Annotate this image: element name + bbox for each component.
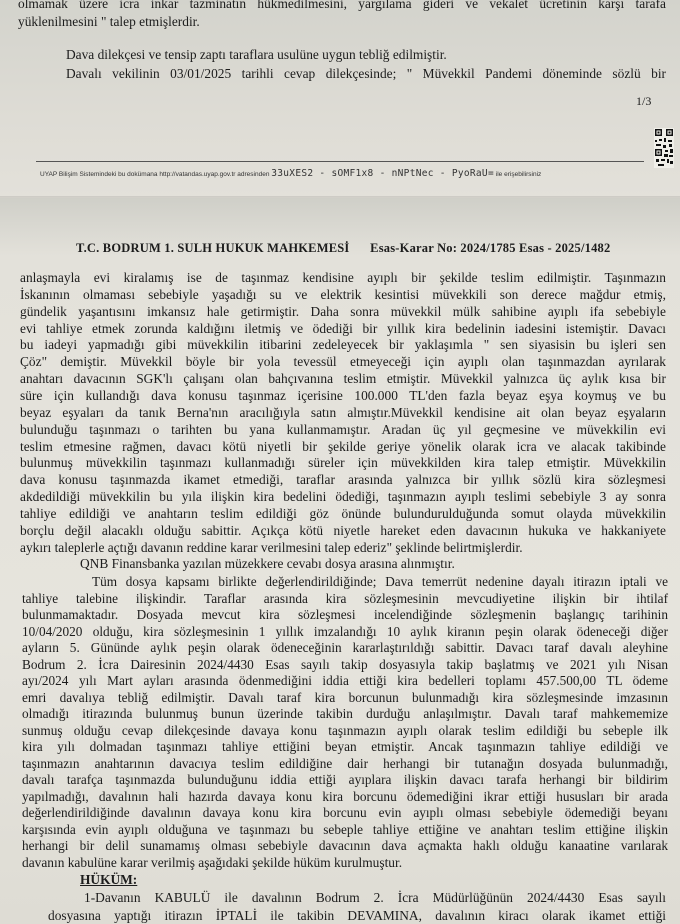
- para1-line: anlaşmayla evi kiralamış ise de taşınmaz kendisine ayıplı bir şekilde teslim edilmiştir. Taşınmazın: [20, 270, 666, 285]
- para1-line: teslim etmesine rağmen, davacı kötü niyetli bir şekilde geriye yönelik olarak icra ve alacak takibinde: [20, 438, 666, 454]
- judgment-line-1: 1-Davanın KABULÜ ile davalının Bodrum 2. İcra Müdürlüğünün 2024/4430 Esas sayılı: [84, 890, 666, 905]
- page1-line-2: yüklenilmesini " talep etmişlerdir.: [18, 14, 200, 29]
- para1-line: akdedildiği müvekkilin bu yıla ilişkin kira bedelini ödediği, taşınmazın ayıplı teslimi sebebiyle 3 ay sonra: [20, 489, 666, 505]
- para1-line: Çöz" demiştir. Müvekkil böyle bir yola tevessül etmeyeceği için ayıplı olan taşınmazdan ayrılarak: [20, 354, 666, 370]
- page2-header: [76, 240, 610, 256]
- para2-line: 10/04/2020 olduğu, kira sözleşmesinin 1 yıllık imzalandığı 10 aylık kiranın peşin olarak ödeneceği diğer: [22, 623, 668, 639]
- court-name: T.C. BODRUM 1. SULH HUKUK MAHKEMESİ: [76, 241, 350, 255]
- para2-line: taşınmazın anahtarının davacıya teslim edildiğine dair herhangi bir tutanağın dosyada bulunmadığı,: [22, 755, 668, 771]
- para2-line: tahliye talebine ilişkindir. Taraflar arasında kira sözleşmesinin mevcudiyetine ilişkin bir ihtilaf: [22, 590, 668, 606]
- para2-line: değerlendirildiğinde davalının davaya konu kira borcunu evin ayıplı olması sebebiyle ödemediği beyanı: [22, 805, 668, 820]
- case-number: Esas-Karar No: 2024/1785 Esas - 2025/1482: [370, 241, 611, 255]
- para2-line: Bodrum 2. İcra Dairesinin 2024/4430 Esas sayılı takip dosyasıyla takip başlatmış ve 2021 yılı Nisan: [22, 656, 668, 672]
- footer-prefix: UYAP Bilişim Sistemindeki bu dokümana http://vatandas.uyap.gov.tr adresinden: [40, 171, 270, 178]
- para1-line: gündelik yaşantısını imkansız hale getirmiştir. Daha sonra müvekkil mülk sahibine ayıplı ifa sebebiyle: [20, 303, 666, 319]
- para2-line: ayların 5. Gününde aylık peşin olarak ödeneceğinin kararlaştırıldığı sabittir. Davacı taraf davalı aleyhine: [22, 640, 668, 655]
- judgment-line-2: dosyasına yaptığı itirazın İPTALİ ile takibin DEVAMINA, davalının kiracı olarak ikamet ettiği: [48, 908, 666, 923]
- para1-line: süre için kullandığı dava konusu taşınmaz içerisine 100.000 TL'den fazla beyaz eşya koymuş ve bu: [20, 387, 666, 403]
- para1-line: dava konusu taşınmazda ikamet etmediği, taraflar arasında yalnızca bir yıllık sözlü kira sözleşmesi: [20, 472, 666, 488]
- footer-suffix: ile erişebilirsiniz: [495, 171, 542, 178]
- para2-line: emri davalıya tebliğ edilmiştir. Davalı taraf kira borcunun bulunmadığı kira sözleşmesinde imzasının: [22, 689, 668, 705]
- page1-line-4: Davalı vekilinin 03/01/2025 tarihli cevap dilekçesinde; " Müvekkil Pandemi döneminde sözlü bir: [66, 66, 666, 81]
- para2-line: ayı/2024 yılı Mart ayları arasında ödenmediğini iddia ettiği kira bedelleri toplamı 457.500,00 TL ödeme: [22, 673, 668, 688]
- para2-line: herhangi bir delil sunamamış olması sebebiyle davacının dava açmakta haklı olduğu kanaatine varılarak: [22, 838, 668, 853]
- uyap-footer-note: [40, 168, 541, 179]
- para2-line: davalı tarafça taşınmazda bulunduğunu iddia ettiği ayıplara ilişkin davacı tarafa herhangi bir bildirim: [22, 772, 668, 787]
- page1-line-3: Dava dilekçesi ve tensip zaptı taraflara usulüne uygun tebliğ edilmiştir.: [66, 47, 447, 62]
- qnb-note: QNB Finansbanka yazılan müzekkere cevabı dosya arasına alınmıştır.: [80, 556, 455, 571]
- para2-line: davanın kabulüne karar verilmiş aşağıdaki şekilde hüküm kurulmuştur.: [22, 854, 403, 870]
- footer-divider: [36, 161, 644, 162]
- para2-line: kira yılı dolmadan taşınmazı tahliye ettiğini beyan etmiştir. Ancak taşınmazın tahliye edildiği ve: [22, 739, 668, 754]
- para1-line: tahliye edildiği ve anahtarın teslim edildiği göz önünde bulundurulduğunda somut olayda müvekkilin: [20, 505, 666, 521]
- para1-line: bulunduğu taşınmazı o tarihten bu yana kullanmamıştır. Aradan üç yıl geçmesine ve müvekkilin evi: [20, 421, 666, 437]
- page1-line-1: olmamak üzere icra inkar tazminatın hükmedilmesini, yargılama gideri ve vekalet ücretinin karşı tarafa: [18, 0, 666, 11]
- para2-line: yapılmadığı, davalının hali hazırda davaya konu kira borcunu ödemediğini ikrar ettiği hususları bir arada: [22, 788, 668, 804]
- judgment-heading: HÜKÜM:: [80, 872, 138, 887]
- qr-code-icon: [654, 128, 674, 168]
- para1-line: beyaz eşyaları da tanık Berna'nın aracılığıyla satın almıştır.Müvekkil kendisine ait olan beyaz eşyaların: [20, 404, 666, 420]
- para2-line: karşısında evin ayıplı olduğuna ve taşınmazı bu sebeple tahliye ettiğine ve anahtarı teslim ettiğine ilişkin: [22, 821, 668, 837]
- para2-line: Tüm dosya kapsamı birlikte değerlendirildiğinde; Dava temerrüt nedenine dayalı itirazın iptali ve: [92, 574, 668, 589]
- page-number: 1/3: [636, 94, 652, 108]
- document-page-2: [0, 198, 680, 924]
- para2-line: sunmuş olduğu cevap dilekçesinde davaya konu taşınmazın ayıplı olarak teslim edildiği bu sebeple ilk: [22, 722, 668, 738]
- para1-line: borçlu değil alacaklı olduğu sabittir. Açıkça kötü niyetle hareket eden davacının hukuka ve hakkaniyete: [20, 522, 666, 538]
- para2-line: bulunmamaktadır. Dosyada mevcut kira sözleşmesi incelendiğinde sözleşmenin başlangıç tarihinin: [22, 607, 668, 622]
- para1-line: İskanının olmaması sebebiyle yaşadığı su ve elektrik kesintisi müvekkili son derece mağdur etmiş,: [20, 286, 666, 302]
- footer-verification-code: 33uXES2 - sOMF1x8 - nNPtNec - PyoRaU=: [271, 168, 494, 179]
- para1-line: bu iadeyi yapmadığı gibi müvekkilin itibarini zedeleyecek bir yaklaşımla " sen siyasisin bu işleri sen: [20, 337, 666, 353]
- para1-line: evi tahliye etmek zorunda kaldığını iletmiş ve ödediği bir yıllık kira bedelinin iadesini istemiştir. Davacı: [20, 320, 666, 336]
- para2-line: olmadığı itirazında bulunmuş bunun üzerinde takibin durduğu anlaşılmıştır. Davalı taraf mahkememize: [22, 706, 668, 721]
- para1-line: anahtarı davacının SGK'lı çalışanı olan bahçıvanına teslim etmiştir. Müvekkil yalnızca üç aylık kısa bir: [20, 371, 666, 387]
- para1-line: aykırı taleplerle açtığı davanın reddine karar verilmesini talep ederiz" şeklinde belirtmişlerdir.: [20, 539, 523, 555]
- document-page-1: [0, 0, 680, 198]
- para1-line: bulunmuş müvekkilin taşınmazı kullanmadığı süreler için müvekkilden kira talep etmiştir. Müvekkilin: [20, 455, 666, 471]
